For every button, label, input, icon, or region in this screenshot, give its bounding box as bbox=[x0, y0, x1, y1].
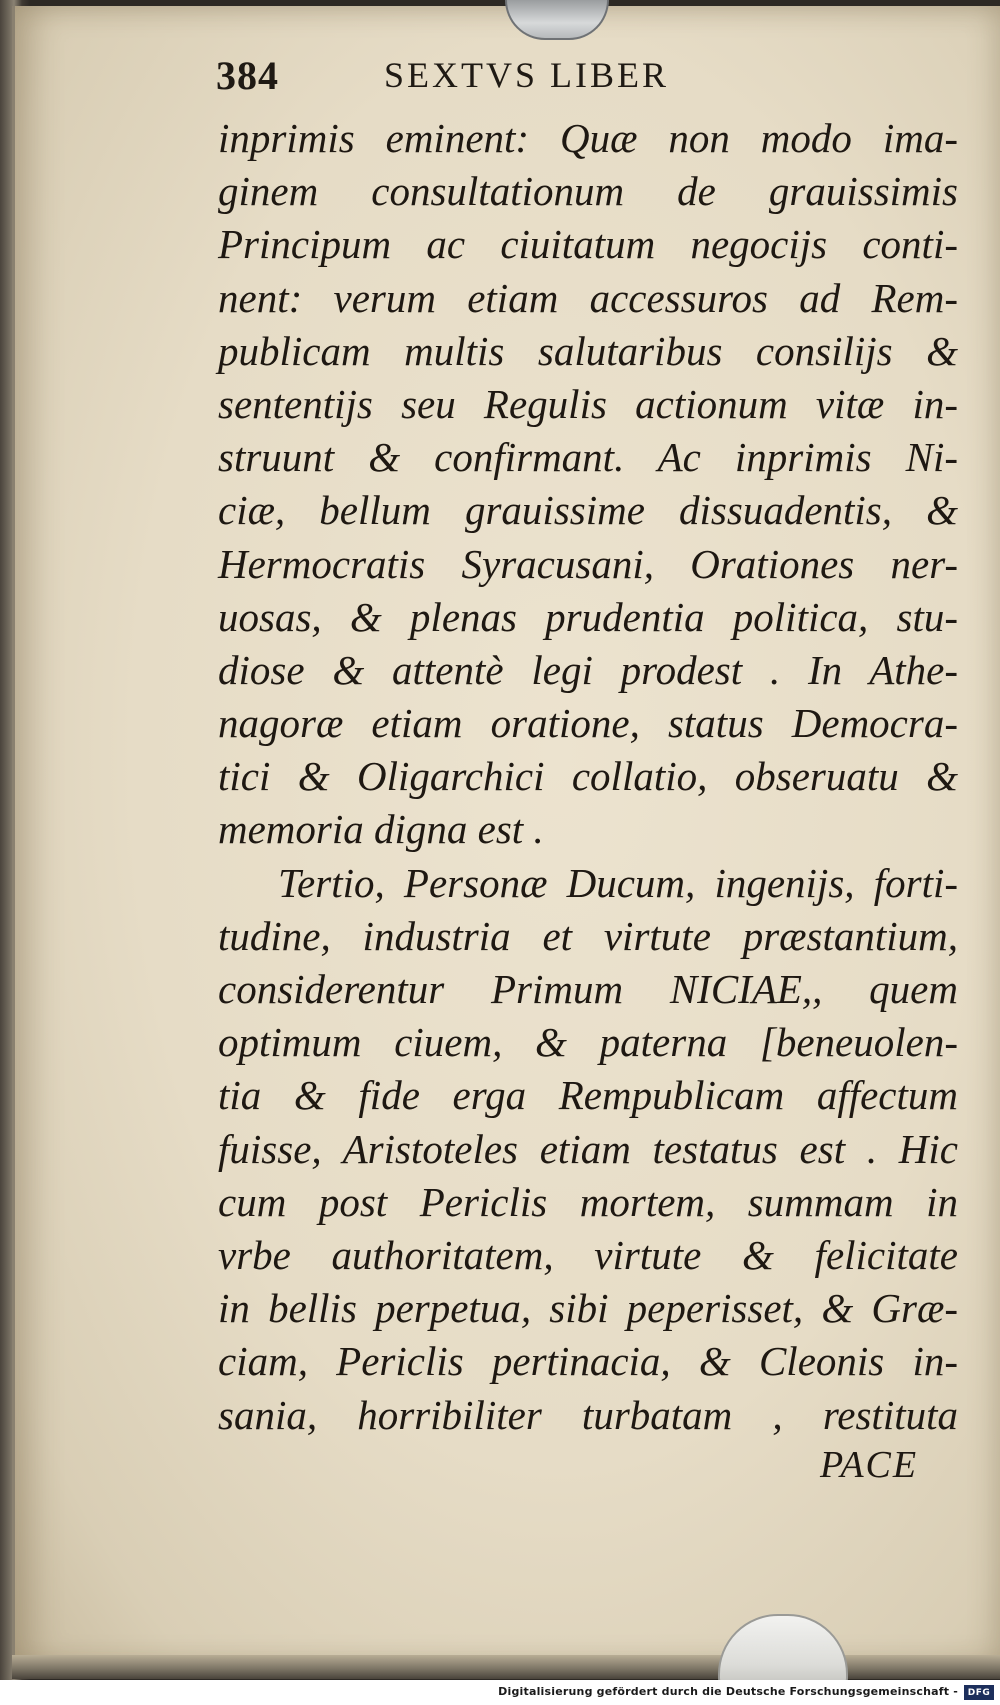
text-line: ginem consultationum de grauissimis bbox=[218, 168, 958, 215]
text-line: inprimis eminent: Quæ non modo ima- bbox=[218, 115, 958, 161]
text-line: Hermocratis Syracusani, Orationes ner- bbox=[218, 540, 958, 587]
text-line: tia & fide erga Rempublicam affectum bbox=[218, 1072, 958, 1119]
dfg-logo-icon: DFG bbox=[964, 1685, 994, 1700]
text-line: memoria digna est . bbox=[218, 806, 544, 853]
text-line: ciæ, bellum grauissime dissuadentis, & bbox=[218, 487, 958, 534]
text-line: fuisse, Aristoteles etiam testatus est . Hic bbox=[218, 1125, 958, 1172]
catchword: PACE bbox=[820, 1444, 919, 1486]
running-title: SEXTVS LIBER bbox=[384, 55, 670, 95]
text-line: optimum ciuem, & paterna [beneuolen- bbox=[218, 1019, 958, 1066]
funding-credit: Digitalisierung gefördert durch die Deutsche Forschungsgemeinschaft - bbox=[498, 1685, 958, 1698]
text-line: tici & Oligarchici collatio, obseruatu & bbox=[218, 753, 958, 800]
text-line: in bellis perpetua, sibi peperisset, & Græ- bbox=[218, 1285, 958, 1332]
text-line: diose & attentè legi prodest . In Athe- bbox=[218, 646, 958, 693]
text-line: cum post Periclis mortem, summam in bbox=[218, 1178, 958, 1225]
text-line: publicam multis salutaribus consilijs & bbox=[218, 327, 958, 374]
text-line: sententijs seu Regulis actionum vitæ in- bbox=[218, 380, 958, 427]
page-number: 384 bbox=[216, 53, 279, 98]
text-line: uosas, & plenas prudentia politica, stu- bbox=[218, 593, 958, 640]
text-line: ciam, Periclis pertinacia, & Cleonis in- bbox=[218, 1338, 958, 1385]
body-text bbox=[218, 112, 958, 1442]
text-line: considerentur Primum NICIAE,, quem bbox=[218, 966, 958, 1012]
text-line: nagoræ etiam oratione, status Democra- bbox=[218, 700, 958, 747]
text-line: Tertio, Personæ Ducum, ingenijs, forti- bbox=[278, 859, 958, 906]
text-line: tudine, industria et virtute præstantium, bbox=[218, 912, 958, 959]
text-line: vrbe authoritatem, virtute & felicitate bbox=[218, 1231, 958, 1278]
text-line: struunt & confirmant. Ac inprimis Ni- bbox=[218, 434, 958, 481]
digitization-footer bbox=[0, 1680, 1000, 1705]
page-bottom-edge bbox=[12, 1655, 1000, 1679]
text-line: nent: verum etiam accessuros ad Rem- bbox=[218, 274, 958, 321]
text-line: Principum ac ciuitatum negocijs conti- bbox=[218, 221, 958, 268]
page-header bbox=[216, 52, 716, 100]
text-line: sania, horribiliter turbatam , restituta bbox=[218, 1391, 958, 1438]
